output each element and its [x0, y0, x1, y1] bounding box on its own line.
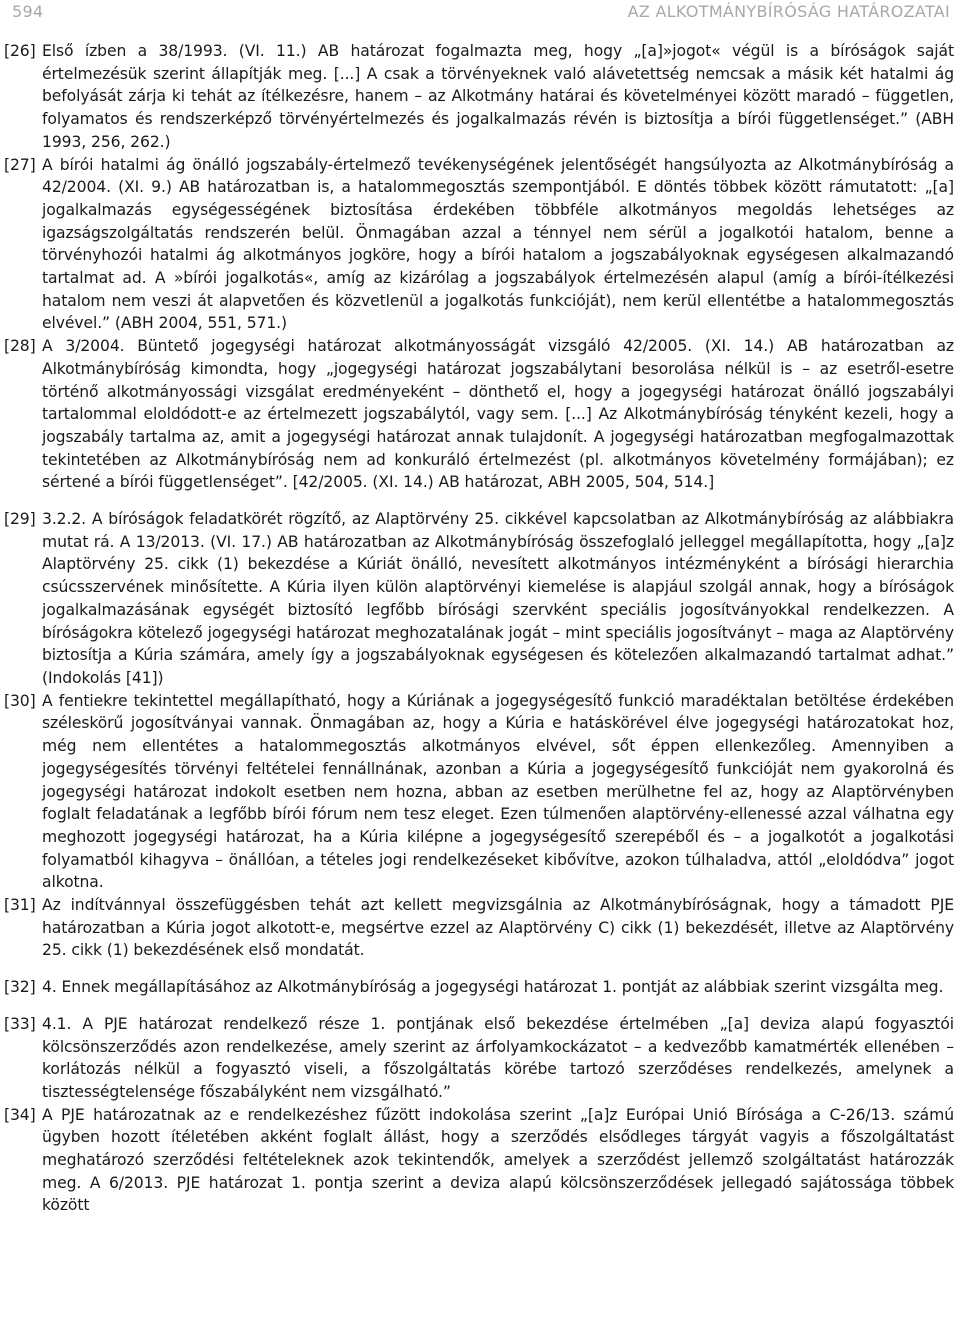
paragraph-number: [27] — [4, 155, 36, 174]
running-title: AZ ALKOTMÁNYBÍRÓSÁG HATÁROZATAI — [627, 2, 950, 21]
paragraph-text: Az indítvánnyal összefüggésben tehát azt kellett megvizsgálnia az Alkotmánybíróságnak, hogy a támadott PJE határozatban a Kúria jogot alkotott-e, megsértve ezzel az Alaptörvény C) cikk (1) bekezdését, illetve az Alaptörvény 25. cikk (1) bekezdésének első mondatát. — [42, 896, 954, 960]
paragraph-text: A PJE határozatnak az e rendelkezéshez fűzött indokolása szerint „[a]z Európai Unió Bírósága a C-26/13. számú ügyben hozott ítéletében akként foglalt állást, hogy a szerződés elsődleges tárgyát vagyis a főszolgáltatást meghatározó szerződési feltételeknek azok tekintendők, amelyek a szerződést jellemző szolgáltatást határozzák meg. A 6/2013. PJE határozat 1. pontja szerint a deviza alapú kölcsönszerződések jellegadó sajátossága többek között — [42, 1105, 954, 1215]
paragraph-34 — [0, 1104, 960, 1218]
paragraph-32 — [0, 976, 960, 999]
paragraph-text: 3.2.2. A bíróságok feladatkörét rögzítő, az Alaptörvény 25. cikkével kapcsolatban az Alkotmánybíróság az alábbiakra mutat rá. A 13/2013. (VI. 17.) AB határozatban az Alkotmánybíróság összefoglaló jelleggel megállapította, hogy „[a]z Alaptörvény 25. cikk (1) bekezdése a Kúriát önálló, nevesített alkotmányos intézményként a bírósági hierarchia csúcsszervének minősítette. A Kúria ilyen külön alaptörvényi kiemelése is alapjául szolgál annak, hogy a bíróságok jogalkalmazásának egységét biztosító legfőbb bírósági szervként speciális jogosítványokkal rendelkezzen. A bíróságokra kötelező jogegységi határozat meghozatalának jogát – mint speciális jogosítványt – maga az Alaptörvény biztosítja a Kúria számára, amely így a jogszabályoknak egységesen és kötelezően alkalmazandó tartalmat adhat.” (Indokolás [41]) — [42, 510, 954, 687]
paragraph-text: 4. Ennek megállapításához az Alkotmánybíróság a jogegységi határozat 1. pontját az alábbiak szerint vizsgálta meg. — [42, 978, 944, 997]
paragraph-text: A bírói hatalmi ág önálló jogszabály-értelmező tevékenységének jelentőségét hangsúlyozta az Alkotmánybíróság a 42/2004. (XI. 9.) AB határozatban is, a hatalommegosztás szempontjából. E döntés többek között rámutatott: „[a] jogalkalmazás egységességének biztosítása érdekében többféle alkotmányos megoldás lehetséges az igazságszolgáltatás rendszerén belül. Önmagában azzal a ténnyel nem sérül a jogalkotói hatalom, benne a törvényhozói hatalmi ág alkotmányos jogköre, hogy a bírói hatalom a jogszabályoknak egységesen alkalmazandó tartalmat ad. A »bírói jogalkotás«, amíg az kizárólag a jogszabályok értelmezésén alapul (amíg a bírói-ítélkezési hatalom nem veszi át alapvetően és közvetlenül a jogalkotás funkcióját), nem kerül ellentétbe a hatalommegosztás elvével.” (ABH 2004, 551, 571.) — [42, 155, 954, 333]
paragraph-33 — [0, 1013, 960, 1104]
paragraph-number: [33] — [4, 1014, 36, 1033]
paragraph-number: [28] — [4, 337, 36, 356]
paragraph-number: [29] — [4, 510, 36, 529]
page-header — [6, 0, 954, 30]
paragraph-text: Első ízben a 38/1993. (VI. 11.) AB határozat fogalmazta meg, hogy „[a]»jogot« végül is a bíróságok saját értelmezésük szerint állapítják meg. [...] A csak a törvényeknek való alávetettség nemcsak a másik két hatalmi ág befolyását zárja ki tehát az ítélkezésre, hanem – az Alkotmány határai és követelményei között maradó – független, folyamatos és rendszerképző törvényértelmezés és jogalkalmazás révén is biztosítja a bírói függetlenséget.” (ABH 1993, 256, 262.) — [42, 42, 954, 151]
paragraph-29 — [0, 508, 960, 690]
paragraph-number: [26] — [4, 42, 36, 60]
paragraph-text: A fentiekre tekintettel megállapítható, hogy a Kúriának a jogegységesítő funkció maradéktalan betöltése érdekében széleskörű jogosítványai vannak. Önmagában az, hogy a Kúria e hatáskörével élve jogegységi határozatokat hoz, még nem ellentétes a hatalommegosztás alkotmányos elvével, sőt éppen ellenkezőleg. Amennyiben a jogegységesítés törvényi feltételei fennállnának, azonban a Kúria a jogegységesítő funkcióját nem gyakorolná és jogegységi határozat indokolt esetben nem hozna, abban az esetben merülhetne fel az, hogy az Alaptörvényben foglalt feladatának a legfőbb bírói fórum nem tesz eleget. Ezen túlmenően alaptörvény-ellenessé azzal válhatna egy meghozott jogegységi határozat, ha a Kúria kilépne a jogegységesítő szerepéből és – a jogalkotót a jogalkotási folyamatból kihagyva – önállóan, a tételes jogi rendelkezéseket kibővítve, azokon túlhaladva, attól „eloldódva” jogot alkotna. — [42, 691, 954, 892]
paragraph-number: [32] — [4, 978, 36, 997]
page-number: 594 — [12, 2, 44, 21]
paragraph-26 — [0, 40, 960, 154]
paragraph-27 — [0, 154, 960, 336]
paragraph-text: 4.1. A PJE határozat rendelkező része 1. pontjának első bekezdése értelmében „[a] deviza alapú fogyasztói kölcsönszerződés azon rendelkezése, amely szerint az árfolyamkockázatot – a kedvezőbb kamatmérték ellenében – korlátozás nélkül a fogyasztó viseli, a főszolgáltatás körébe tartozó szerződéses rendelkezés, amelynek a tisztességtelensége főszabályként nem vizsgálható.” — [42, 1014, 954, 1101]
paragraph-28 — [0, 335, 960, 494]
paragraph-number: [31] — [4, 896, 36, 915]
paragraph-30 — [0, 690, 960, 894]
paragraph-text: A 3/2004. Büntető jogegységi határozat alkotmányosságát vizsgáló 42/2005. (XI. 14.) AB határozatban az Alkotmánybíróság kimondta, hogy „jogegységi határozat jogszabálytani besorolása nélkül is – az esetről-esetre történő alkotmányossági vizsgálat eredményeként – dönthető el, hogy a jogegységi határozat önálló jogszabályi tartalommal eloldódott-e az értelmezett jogszabálytól, vagy sem. [...] Az Alkotmánybíróság tényként kezeli, hogy a jogszabály tartalma az, amit a jogegységi határozat annak tulajdonít. A jogegységi határozatban megfogalmazottak tekintetében az Alkotmánybíróság nem ad konkuráló értelmezést (pl. alkotmányos követelmény formájában); ez sértené a bírói függetlenséget”. [42/2005. (XI. 14.) AB határozat, ABH 2005, 504, 514.] — [42, 337, 954, 492]
document-body — [0, 40, 960, 1217]
paragraph-number: [30] — [4, 691, 36, 710]
paragraph-number: [34] — [4, 1105, 36, 1124]
paragraph-31 — [0, 894, 960, 962]
